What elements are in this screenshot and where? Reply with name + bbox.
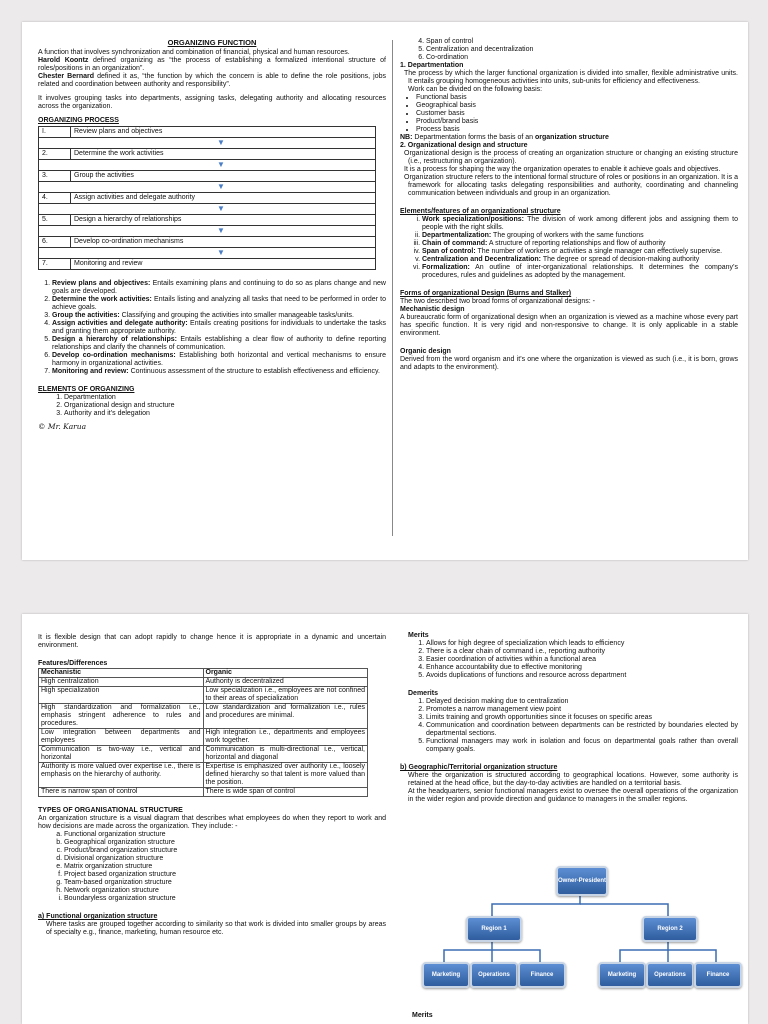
bernard-name: Chester Bernard [38,73,95,80]
process-num: 4. [39,193,71,203]
process-table [38,126,376,270]
list-item: 3. Easier coordination of activities within a functional area [426,656,738,664]
process-num: 3. [39,171,71,181]
list-item: 2. Promotes a narrow management view point [426,706,738,714]
organic-heading: Organic design [400,348,451,355]
process-steps-list [38,280,386,376]
process-row [39,171,375,182]
list-item: h. Network organization structure [64,887,386,895]
process-text: Group the activities [74,172,134,179]
features-heading: Elements/features of an organizational structure [400,208,561,215]
list-item: 1. Review plans and objectives: Entails examining plans and continuing to do so as plans change and new goals are developed. [52,280,386,296]
process-num: 5. [39,215,71,225]
table-cell: High integration i.e., departments and employees work together. [203,729,368,746]
table-cell: Communication is multi-directional i.e., vertical, horizontal and diagonal [203,746,368,763]
table-cell: Authority is more valued over expertise i.e., there is emphasis on the hierarchy of authority. [39,763,204,788]
process-arrow-row [39,182,375,193]
list-item: iii. Chain of command: A structure of reporting relationships and flow of authority [422,240,738,248]
table-cell: High standardization and formalization i.e., emphasis stringent adherence to rules and procedures. [39,704,204,729]
page2-left-column [38,614,386,1024]
organic-text: Derived from the word organism and it’s one where the organization is viewed as such (i.e., it is born, grows and adapts to the environment). [400,356,738,371]
connector-line [620,940,668,962]
bernard-definition [38,73,386,89]
list-item: 3. Limits training and growth opportunities since it focuses on specific areas [426,714,738,722]
table-header-cell: Organic [203,669,368,678]
bases-intro: Work can be divided on the following basis: [408,86,543,93]
list-item: • Product/brand basis [416,118,738,126]
table-row [39,788,368,797]
features-list [400,216,738,280]
connector-line [444,940,492,962]
list-item: 5. Centralization and decentralization [426,46,738,54]
process-text: Determine the work activities [74,150,164,157]
functional-heading: a) Functional organization structure [38,913,158,920]
mechanistic-heading: Mechanistic design [400,306,465,313]
page1-right-column [400,22,738,560]
list-item: 1. Delayed decision making due to centralization [426,698,738,706]
connector-line [668,950,716,962]
list-item: d. Divisional organization structure [64,855,386,863]
table-cell: High specialization [39,687,204,704]
list-item: b. Geographical organization structure [64,839,386,847]
process-text: Review plans and objectives [74,128,163,135]
table-header-cell: Mechanistic [39,669,204,678]
table-row [39,704,368,729]
page1-left-column [38,22,386,560]
arrow-down-icon: ▼ [217,204,225,213]
process-num: 6. [39,237,71,247]
intro-paragraph: A function that involves synchronization and combination of financial, physical and human resources. [38,49,350,56]
table-row [39,687,368,704]
process-arrow-row [39,138,375,149]
arrow-down-icon: ▼ [217,248,225,257]
process-row [39,149,375,160]
table-row [39,678,368,687]
column-divider [392,40,393,536]
list-item: e. Matrix organization structure [64,863,386,871]
geographic-heading: b) Geographic/Territorial organization structure [400,764,558,771]
list-item: g. Team-based organization structure [64,879,386,887]
design-heading: 2. Organizational design and structure [400,142,528,149]
list-item: 4. Enhance accountability due to effective monitoring [426,664,738,672]
demerits-list [400,698,738,754]
table-cell: Low integration between departments and employees [39,729,204,746]
functional-text: Where tasks are grouped together according to similarity so that work is divided into smaller groups by areas of specialty e.g., finance, marketing, human resource etc. [46,921,386,936]
list-item: 1. Allows for high degree of specialization which leads to efficiency [426,640,738,648]
nb-note: NB: Departmentation forms the basis of an organization structure [400,134,609,141]
process-text: Develop co-ordination mechanisms [74,238,184,245]
list-item: v. Centralization and Decentralization: The degree or spread of decision-making authority [422,256,738,264]
list-item: 2. There is a clear chain of command i.e., reporting authority [426,648,738,656]
org-node-finance: Finance [518,962,566,988]
departmentation-heading: 1. Departmentation [400,62,464,69]
demerits-heading: Demerits [408,690,438,697]
list-item: ii. Departmentalization: The grouping of workers with the same functions [422,232,738,240]
connector-line [492,894,580,916]
table-cell: Communication is two-way i.e., vertical and horizontal [39,746,204,763]
koontz-name: Harold Koontz [38,57,89,64]
process-arrow-row [39,160,375,171]
process-arrow-row [39,226,375,237]
bases-list [400,94,738,134]
org-node-marketing: Marketing [422,962,470,988]
process-heading: ORGANIZING PROCESS [38,117,119,124]
list-item: • Geographical basis [416,102,738,110]
mechanistic-text: A bureaucratic form of organizational design when an organization is viewed as a machine whose every part has specific function. It is very rigid and non-responsive to change. It is only applicable in a stable environment. [400,314,738,337]
arrow-down-icon: ▼ [217,160,225,169]
geographic-text-2: At the headquarters, senior functional managers exist to oversee the overall operations of the organization in the wider region and provide direction and guidance to managers in the smaller regions. [408,788,738,803]
list-item: • Process basis [416,126,738,134]
elements-list [38,394,386,418]
flexible-paragraph: It is flexible design that can adopt rapidly to change hence it is appropriate in a dynamic and uncertain environment. [38,634,386,649]
org-node-operations: Operations [646,962,694,988]
merits-list [400,640,738,680]
org-node-operations: Operations [470,962,518,988]
merits-heading-2: Merits [412,1012,433,1019]
types-intro: An organization structure is a visual diagram that describes what employees do when they report to work and how decisions are made across the organization. They include: - [38,815,386,830]
org-node-region-1: Region 1 [466,916,522,942]
list-item: a. Functional organization structure [64,831,386,839]
merits-heading: Merits [408,632,429,639]
table-cell: High centralization [39,678,204,687]
types-heading: TYPES OF ORGANISATIONAL STRUCTURE [38,807,183,814]
list-item: vi. Formalization: An outline of inter-organizational relationships. It determines the company’s procedures, rules and guidelines as adopted by the management. [422,264,738,280]
process-row [39,193,375,204]
list-item: 2. Determine the work activities: Entails listing and analyzing all tasks that need to be performed in order to achieve goals. [52,296,386,312]
table-header-row [39,669,368,678]
list-item: c. Product/brand organization structure [64,847,386,855]
process-text: Assign activities and delegate authority [74,194,196,201]
elements-list-cont [400,38,738,62]
table-cell: Low standardization and formalization i.e., rules and procedures are minimal. [203,704,368,729]
design-text: Organizational design is the process of creating an organization structure or changing an existing structure (i.e., restructuring an organization). [404,150,738,165]
process-row [39,259,375,269]
arrow-down-icon: ▼ [217,182,225,191]
list-item: 2. Organizational design and structure [64,402,386,410]
process-row [39,237,375,248]
departmentation-text: The process by which the larger functional organization is divided into smaller, flexible administrative units. It entails grouping homogeneous activities into units, sub-units for efficiency and effectiveness. [404,70,738,85]
bernard-text: defined it as, “the function by which the concern is able to define the role positions, jobs related and coordination between authority and responsibility”. [38,73,386,88]
document-page-2 [22,614,748,1024]
list-item: 7. Monitoring and review: Continuous assessment of the structure to establish effectiveness and efficiency. [52,368,386,376]
process-num: I. [39,127,71,137]
list-item: f. Project based organization structure [64,871,386,879]
features-differences-heading: Features/Differences [38,660,108,667]
list-item: i. Work specialization/positions: The division of work among different jobs and assigning them to people with the right skills. [422,216,738,232]
org-node-marketing: Marketing [598,962,646,988]
process-row [39,215,375,226]
design-text-2: It is a process for shaping the way the organization operates to enable it achieve goals and objectives. [404,166,721,173]
org-node-region-2: Region 2 [642,916,698,942]
structure-text: Organization structure refers to the intentional formal structure of roles or positions in an organization. It is a framework for allocating tasks delegating responsibilities and authority, coordinating and channeling communication between individuals and group in an organization. [404,174,738,197]
process-arrow-row [39,204,375,215]
geographic-org-chart [420,864,740,990]
list-item: 5. Design a hierarchy of relationships: Entails establishing a clear flow of authority to define reporting relationships and clarify the channels of communication. [52,336,386,352]
table-row [39,746,368,763]
list-item: 1. Departmentation [64,394,386,402]
table-row [39,763,368,788]
page-title: ORGANIZING FUNCTION [167,38,257,47]
org-node-finance: Finance [694,962,742,988]
list-item: 4. Span of control [426,38,738,46]
process-text: Monitoring and review [74,260,143,267]
involves-paragraph: It involves grouping tasks into departments, assigning tasks, delegating authority and allocating resources across the organization. [38,95,386,110]
list-item: 4. Communication and coordination between departments can be restricted by boundaries elected by departmental sections. [426,722,738,738]
connector-line [492,950,540,962]
list-item: 3. Group the activities: Classifying and grouping the activities into smaller manageable tasks/units. [52,312,386,320]
table-cell: There is wide span of control [203,788,368,797]
list-item: • Functional basis [416,94,738,102]
elements-heading: ELEMENTS OF ORGANIZING [38,386,135,393]
connector-line [580,904,668,916]
comparison-table [38,668,368,797]
koontz-text: defined organizing as “the process of establishing a formalized intentional structure of roles/positions in an organization”. [38,57,387,72]
table-cell: Low specialization i.e., employees are not confined to their areas of specialization [203,687,368,704]
forms-intro: The two described two broad forms of organizational designs: - [400,298,595,305]
process-num: 2. [39,149,71,159]
list-item: • Customer basis [416,110,738,118]
author-signature: © Mr. Karua [38,422,87,431]
process-row [39,127,375,138]
list-item: 4. Assign activities and delegate authority: Entails creating positions for individuals to undertake the tasks and granting them appropriate authority. [52,320,386,336]
table-cell: There is narrow span of control [39,788,204,797]
process-num: 7. [39,259,71,269]
list-item: 3. Authority and it’s delegation [64,410,386,418]
forms-heading: Forms of organizational Design (Burns and Stalker) [400,290,572,297]
arrow-down-icon: ▼ [217,226,225,235]
types-list [38,831,386,903]
table-cell: Expertise is emphasized over authority i.e., loosely defined hierarchy so that talent is more valued than the position. [203,763,368,788]
arrow-down-icon: ▼ [217,138,225,147]
document-page-1 [22,22,748,560]
list-item: 5. Functional managers may work in isolation and focus on departmental goals rather than overall company goals. [426,738,738,754]
list-item: 6. Develop co-ordination mechanisms: Establishing both horizontal and vertical mechanisms to ensure harmony in organizational activities. [52,352,386,368]
list-item: iv. Span of control: The number of workers or activities a single manager can effectively supervise. [422,248,738,256]
table-cell: Authority is decentralized [203,678,368,687]
process-arrow-row [39,248,375,259]
koontz-definition [38,57,386,73]
process-text: Design a hierarchy of relationships [74,216,182,223]
geographic-text: Where the organization is structured according to geographical locations. However, some authority is retained at the head office, but the day-to-day activities are handled on a territorial basis. [408,772,738,787]
table-row [39,729,368,746]
list-item: 5. Avoids duplications of functions and resource across department [426,672,738,680]
list-item: 6. Co-ordination [426,54,738,62]
org-node-owner-president: Owner-President [556,866,608,896]
list-item: i. Boundaryless organization structure [64,895,386,903]
